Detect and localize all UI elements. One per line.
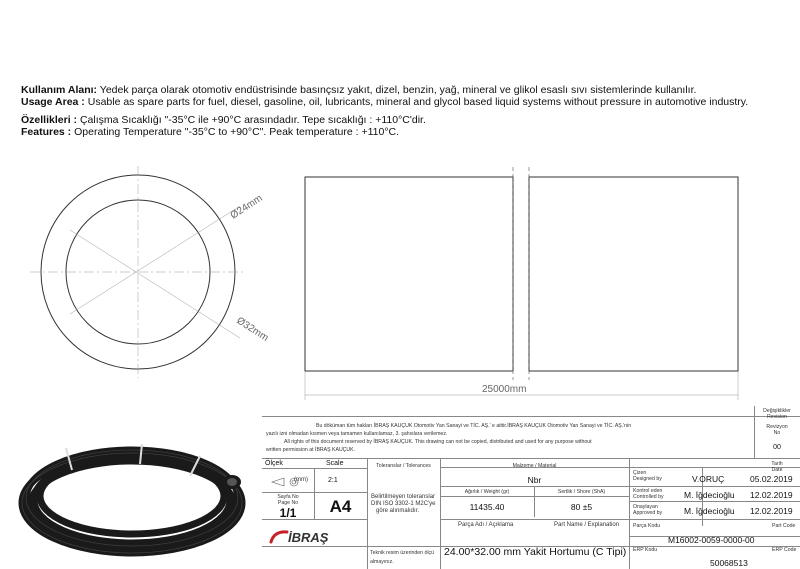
title-block [262,406,800,569]
drawn-by: V.ORUÇ [692,474,725,484]
scale-label: Ölçek [265,460,283,467]
tolerance-text3: göre alınmalıdır. [376,508,420,514]
part-name-header: Parça Adı / Açıklama [458,522,514,528]
checked-by: M. İğdecioğlu [684,490,735,500]
ibras-logo-icon [268,529,290,545]
page-value: 1/1 [279,506,297,520]
drawn-label-en: Designed by [633,476,662,482]
side-view-drawing [290,150,760,410]
copyright-tr: Bu döküman tüm hakları İBRAŞ KAUÇUK Otomotiv Yan Sanayi ve TİC. AŞ.' e aittir.İBRAŞ KAUÇUK Otomotiv Yan Sanayi ve TİC. AŞ.'nin [316,423,632,429]
part-code-label: Parça Kodu [633,523,661,529]
inner-dim-label: Ø24mm [228,192,265,222]
revision-label-en: Revision [767,414,787,420]
revision-no-label-en: No [773,430,781,436]
checked-date: 12.02.2019 [750,490,793,500]
hose-coil-photo [10,430,255,565]
checked-label: Kontrol eden [633,488,663,494]
note2: almayınız. [370,559,394,565]
features-tr: Özellikleri : Çalışma Sıcaklığı "-35°C ile +90°C arasındadır. Tepe sıcaklığı : +110°C'dir. [21,114,426,126]
page-label-en: Page No [277,500,299,506]
usage-tr: Kullanım Alanı: Yedek parça olarak otomotiv endüstrisinde basınçsız yakıt, dizel, benzin, yağ, mineral ve glikol esaslı sıvı sistemlerinde kullanılır. [21,84,697,96]
copyright-tr2: yazılı izni olmadan kısmen veya tamamen kullanılamaz, 3. şahıslara verilemez. [266,431,448,437]
tolerance-text1: Belirtilmeyen toleranslar [371,494,436,500]
logo-text: İBRAŞ [288,530,329,545]
date-label: Tarih [771,461,783,467]
approved-date: 12.02.2019 [750,506,793,516]
drawn-date: 05.02.2019 [750,474,793,484]
tolerance-header: Toleranslar / Tolerances [376,463,431,469]
approved-label: Onaylayan [633,504,658,510]
hardness-header: Sertlik / Shore (ShA) [557,489,606,495]
approved-by: M. İğdecioğlu [684,506,735,516]
part-code-label-en: Part Code [772,523,796,529]
note: Teknik resim üzerinden ölçü [370,550,435,556]
tolerance-text2: DIN ISO 3302-1 M2C'ye [371,501,436,507]
weight-header: Ağırlık / Weight (gr) [464,489,510,495]
material-header: Malzeme / Material [512,463,557,469]
page-label: Sayfa No [277,494,299,500]
hardness-value: 80 ±5 [570,502,593,512]
paper-size: A4 [329,497,352,516]
scale-label2: Scale [326,460,344,467]
checked-label-en: Controlled by [633,494,664,500]
outer-dim-label: Ø32mm [234,315,271,344]
features-en: Features : Operating Temperature "-35°C to +90°C". Peak temperature : +110°C. [21,126,400,138]
part-name-header-en: Part Name / Explanation [554,522,620,528]
material-value: Nbr [527,475,542,485]
unit-label: (mm) [294,477,308,483]
inner-dim-line [70,206,240,314]
weight-value: 11435.40 [469,502,505,512]
outer-dim-line [70,230,240,338]
date-label-en: Date [771,467,783,473]
revision-label: Değişiklikler [763,408,791,414]
part-name: 24.00*32.00 mm Yakit Hortumu (C Tipi) [444,546,627,558]
part-code: M16002-0059-0000-00 [668,535,755,545]
erp-label: ERP Kodu [633,547,658,553]
copyright-en2: written permission at İBRAŞ KAUÇUK. [266,447,356,453]
erp-code: 50068513 [710,558,748,568]
erp-label-en: ERP Code [772,547,797,553]
revision-no-label: Revizyon [766,424,788,430]
drawn-label: Çizen [633,470,647,476]
cross-section-drawing [0,150,300,380]
usage-en: Usage Area : Usable as spare parts for fuel, diesel, gasoline, oil, lubricants, mineral and glycol based liquid systems without pressure in automotive industry. [21,96,749,108]
revision-no: 00 [773,444,781,451]
scale-value: 2:1 [328,477,338,484]
approved-label-en: Approved by [633,510,663,516]
length-dim-label: 25000mm [482,384,527,395]
copyright-en: All rights of this document reserved by İBRAŞ KAUÇUK. This drawing can not be copied, distributed and used for any purpose without [284,439,592,445]
